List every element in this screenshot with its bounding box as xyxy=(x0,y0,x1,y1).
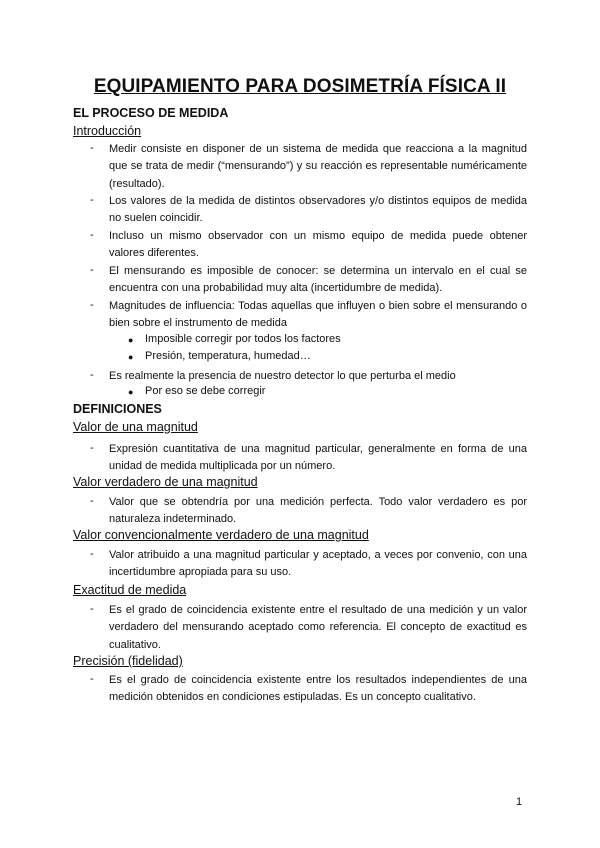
list-item: Es el grado de coincidencia existente entre el resultado de una medición y un valor verdadero del mensurando aceptado como referencia. El concepto de exactitud es cualitativo. xyxy=(109,604,527,651)
dash-marker: - xyxy=(90,495,94,507)
sub-list-item: Por eso se debe corregir xyxy=(145,385,266,397)
list-item: Medir consiste en disponer de un sistema de medida que reacciona a la magnitud que se trata de medir (“mensurando”) y su reacción es representable numéricamente (resultado). xyxy=(109,143,527,190)
subsection-heading-precision: Precisión (fidelidad) xyxy=(73,654,183,668)
dash-marker: - xyxy=(90,673,94,685)
list-item: Los valores de la medida de distintos observadores y/o distintos equipos de medida no suelen coincidir. xyxy=(109,195,527,225)
subsection-heading-valor-magnitud: Valor de una magnitud xyxy=(73,420,198,434)
list-item: Valor atribuido a una magnitud particular y aceptado, a veces por convenio, con una incertidumbre apropiada para su uso. xyxy=(109,549,527,579)
section-heading-definiciones: DEFINICIONES xyxy=(73,402,162,416)
list-item: Incluso un mismo observador con un mismo equipo de medida puede obtener valores diferentes. xyxy=(109,230,527,260)
dash-marker: - xyxy=(90,194,94,206)
dash-marker: - xyxy=(90,264,94,276)
subsection-heading-exactitud: Exactitud de medida xyxy=(73,583,187,597)
subsection-heading-introduccion: Introducción xyxy=(73,124,142,138)
subsection-heading-valor-convencional: Valor convencionalmente verdadero de una magnitud xyxy=(73,528,369,542)
list-item: Es el grado de coincidencia existente entre los resultados independientes de una medición obtenidos en condiciones estipuladas. Es un concepto cualitativo. xyxy=(109,674,527,704)
dash-marker: - xyxy=(90,442,94,454)
list-item: Expresión cuantitativa de una magnitud particular, generalmente en forma de una unidad de medida multiplicada por un número. xyxy=(109,443,527,473)
dash-marker: - xyxy=(90,603,94,615)
dash-marker: - xyxy=(90,369,94,381)
sub-list-item: Imposible corregir por todos los factores xyxy=(145,333,341,345)
dash-marker: - xyxy=(90,299,94,311)
section-heading-proceso: EL PROCESO DE MEDIDA xyxy=(73,106,229,120)
subsection-heading-valor-verdadero: Valor verdadero de una magnitud xyxy=(73,475,258,489)
list-item: Magnitudes de influencia: Todas aquellas que influyen o bien sobre el mensurando o bien sobre el instrumento de medida xyxy=(109,300,527,330)
bullet-marker: ● xyxy=(128,352,134,362)
document-title: EQUIPAMIENTO PARA DOSIMETRÍA FÍSICA II xyxy=(93,76,507,97)
sub-list-item: Presión, temperatura, humedad… xyxy=(145,350,311,362)
dash-marker: - xyxy=(90,229,94,241)
list-item: El mensurando es imposible de conocer: se determina un intervalo en el cual se encuentra con una probabilidad muy alta (incertidumbre de medida). xyxy=(109,265,527,295)
list-item: Es realmente la presencia de nuestro detector lo que perturba el medio xyxy=(109,370,456,382)
dash-marker: - xyxy=(90,142,94,154)
bullet-marker: ● xyxy=(128,335,134,345)
dash-marker: - xyxy=(90,548,94,560)
bullet-marker: ● xyxy=(128,387,134,397)
list-item: Valor que se obtendría por una medición perfecta. Todo valor verdadero es por naturaleza indeterminado. xyxy=(109,496,527,526)
page-number: 1 xyxy=(516,796,523,808)
